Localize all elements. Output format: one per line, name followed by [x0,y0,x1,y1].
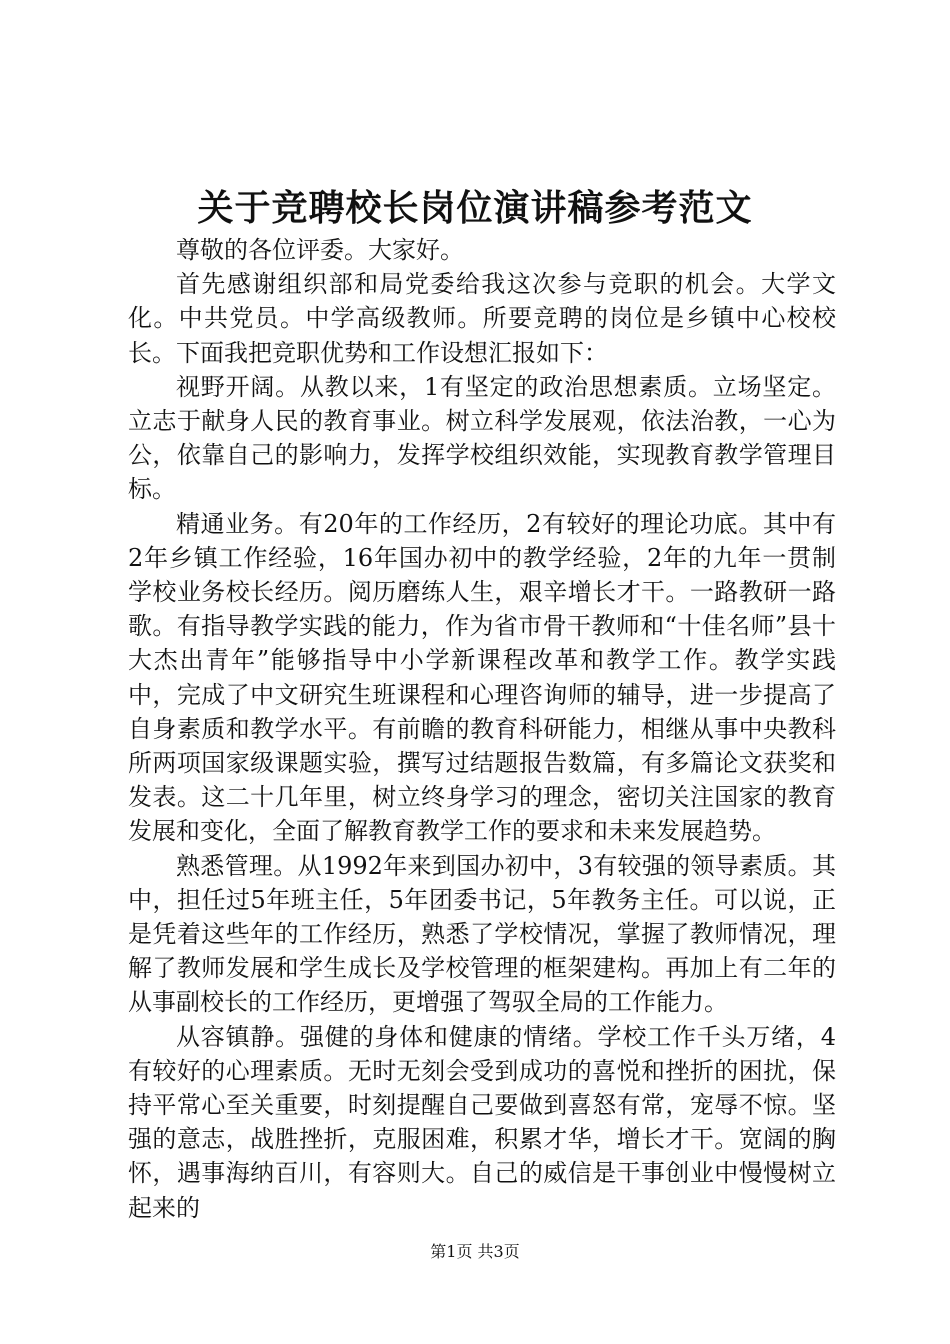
paragraph-management: 熟悉管理。从1992年来到国办初中，3有较强的领导素质。其中，担任过5年班主任，5年团委书记，5年教务主任。可以说，正是凭着这些年的工作经历，熟悉了学校情况，掌握了教师情况，理解了教师发展和学生成长及学校管理的框架建构。再加上有二年的从事副校长的工作经历，更增强了驾驭全局的工作能力。 [128,851,836,1017]
document-body [128,233,836,1225]
page-indicator: 第1页 共3页 [430,1242,520,1261]
paragraph-expertise: 精通业务。有20年的工作经历，2有较好的理论功底。其中有2年乡镇工作经验，16年国办初中的教学经验，2年的九年一贯制学校业务校长经历。阅历磨练人生，艰辛增长才干。一路教研一路歌。有指导教学实践的能力，作为省市骨干教师和“十佳名师”县十大杰出青年”能够指导中小学新课程改革和教学工作。教学实践中，完成了中文研究生班课程和心理咨询师的辅导，进一步提高了自身素质和教学水平。有前瞻的教育科研能力，相继从事中央教科所两项国家级课题实验，撰写过结题报告数篇，有多篇论文获奖和发表。这二十几年里，树立终身学习的理念，密切关注国家的教育发展和变化，全面了解教育教学工作的要求和未来发展趋势。 [128,509,836,846]
paragraph-greeting: 尊敬的各位评委。大家好。 [176,236,464,264]
paragraph-composure: 从容镇静。强健的身体和健康的情绪。学校工作千头万绪，4有较好的心理素质。无时无刻会受到成功的喜悦和挫折的困扰，保持平常心至关重要，时刻提醒自己要做到喜怒有常，宠辱不惊。坚强的意志，战胜挫折，克服困难，积累才华，增长才干。宽阔的胸怀，遇事海纳百川，有容则大。自己的威信是干事创业中慢慢树立起来的 [128,1022,836,1222]
paragraph-introduction: 首先感谢组织部和局党委给我这次参与竞职的机会。大学文化。中共党员。中学高级教师。所要竞聘的岗位是乡镇中心校校长。下面我把竞职优势和工作设想汇报如下： [128,270,836,367]
paragraph-vision: 视野开阔。从教以来，1有坚定的政治思想素质。立场坚定。立志于献身人民的教育事业。树立科学发展观，依法治教，一心为公，依靠自己的影响力，发挥学校组织效能，实现教育教学管理目标。 [128,372,836,504]
document-title: 关于竞聘校长岗位演讲稿参考范文 [197,187,753,229]
page-footer [0,1241,950,1263]
